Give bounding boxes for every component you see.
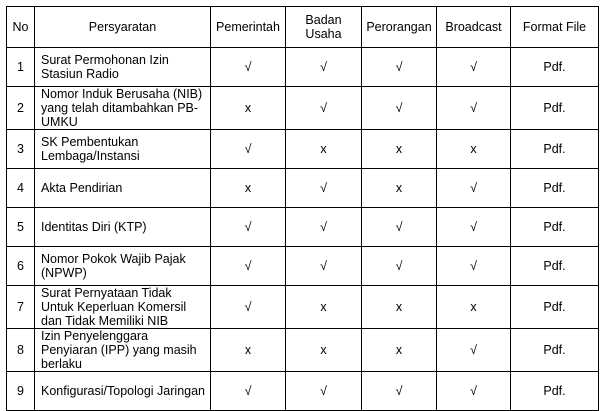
cell-business-entity: √ [286,247,362,286]
cell-individual: x [362,329,437,372]
cell-business-entity: √ [286,372,362,411]
table-row [7,87,599,130]
cell-no: 2 [7,87,35,130]
cell-file-format: Pdf. [511,208,599,247]
cell-file-format: Pdf. [511,48,599,87]
cell-requirement: Izin Penyelenggara Penyiaran (IPP) yang masih berlaku [35,329,211,372]
cell-individual: √ [362,372,437,411]
header-row [7,7,599,48]
cell-file-format: Pdf. [511,130,599,169]
cell-government: x [211,169,286,208]
cell-no: 3 [7,130,35,169]
header-file-format: Format File [511,7,599,48]
cell-government: x [211,87,286,130]
cell-requirement: Surat Pernyataan Tidak Untuk Keperluan Komersil dan Tidak Memiliki NIB [35,286,211,329]
cell-requirement: SK Pembentukan Lembaga/Instansi [35,130,211,169]
table-row [7,169,599,208]
header-business-entity: Badan Usaha [286,7,362,48]
cell-business-entity: x [286,130,362,169]
cell-broadcast: √ [437,329,511,372]
header-individual: Perorangan [362,7,437,48]
cell-individual: √ [362,48,437,87]
cell-file-format: Pdf. [511,169,599,208]
cell-no: 8 [7,329,35,372]
cell-broadcast: √ [437,48,511,87]
cell-file-format: Pdf. [511,87,599,130]
cell-individual: √ [362,247,437,286]
table-header [7,7,599,48]
cell-broadcast: x [437,286,511,329]
cell-individual: √ [362,87,437,130]
cell-broadcast: x [437,130,511,169]
cell-broadcast: √ [437,247,511,286]
cell-requirement: Nomor Pokok Wajib Pajak (NPWP) [35,247,211,286]
header-government: Pemerintah [211,7,286,48]
cell-business-entity: √ [286,48,362,87]
table-body [7,48,599,411]
cell-requirement: Identitas Diri (KTP) [35,208,211,247]
cell-requirement: Nomor Induk Berusaha (NIB) yang telah ditambahkan PB-UMKU [35,87,211,130]
cell-no: 4 [7,169,35,208]
cell-individual: √ [362,208,437,247]
cell-file-format: Pdf. [511,286,599,329]
cell-no: 5 [7,208,35,247]
cell-business-entity: x [286,329,362,372]
cell-individual: x [362,169,437,208]
cell-broadcast: √ [437,87,511,130]
table-row [7,208,599,247]
cell-government: √ [211,286,286,329]
cell-government: x [211,329,286,372]
header-requirement: Persyaratan [35,7,211,48]
cell-government: √ [211,208,286,247]
table-row [7,247,599,286]
cell-business-entity: √ [286,208,362,247]
table-row [7,372,599,411]
cell-no: 6 [7,247,35,286]
cell-government: √ [211,130,286,169]
cell-broadcast: √ [437,372,511,411]
cell-no: 1 [7,48,35,87]
cell-no: 7 [7,286,35,329]
cell-file-format: Pdf. [511,372,599,411]
requirements-table [6,6,599,411]
table-row [7,286,599,329]
cell-broadcast: √ [437,169,511,208]
cell-business-entity: √ [286,87,362,130]
cell-file-format: Pdf. [511,329,599,372]
cell-requirement: Akta Pendirian [35,169,211,208]
table-row [7,329,599,372]
cell-broadcast: √ [437,208,511,247]
cell-no: 9 [7,372,35,411]
cell-individual: x [362,286,437,329]
table-row [7,130,599,169]
header-broadcast: Broadcast [437,7,511,48]
table-row [7,48,599,87]
cell-government: √ [211,247,286,286]
cell-file-format: Pdf. [511,247,599,286]
cell-requirement: Konfigurasi/Topologi Jaringan [35,372,211,411]
cell-business-entity: √ [286,169,362,208]
cell-requirement: Surat Permohonan Izin Stasiun Radio [35,48,211,87]
cell-government: √ [211,372,286,411]
header-no: No [7,7,35,48]
cell-business-entity: x [286,286,362,329]
cell-government: √ [211,48,286,87]
cell-individual: x [362,130,437,169]
